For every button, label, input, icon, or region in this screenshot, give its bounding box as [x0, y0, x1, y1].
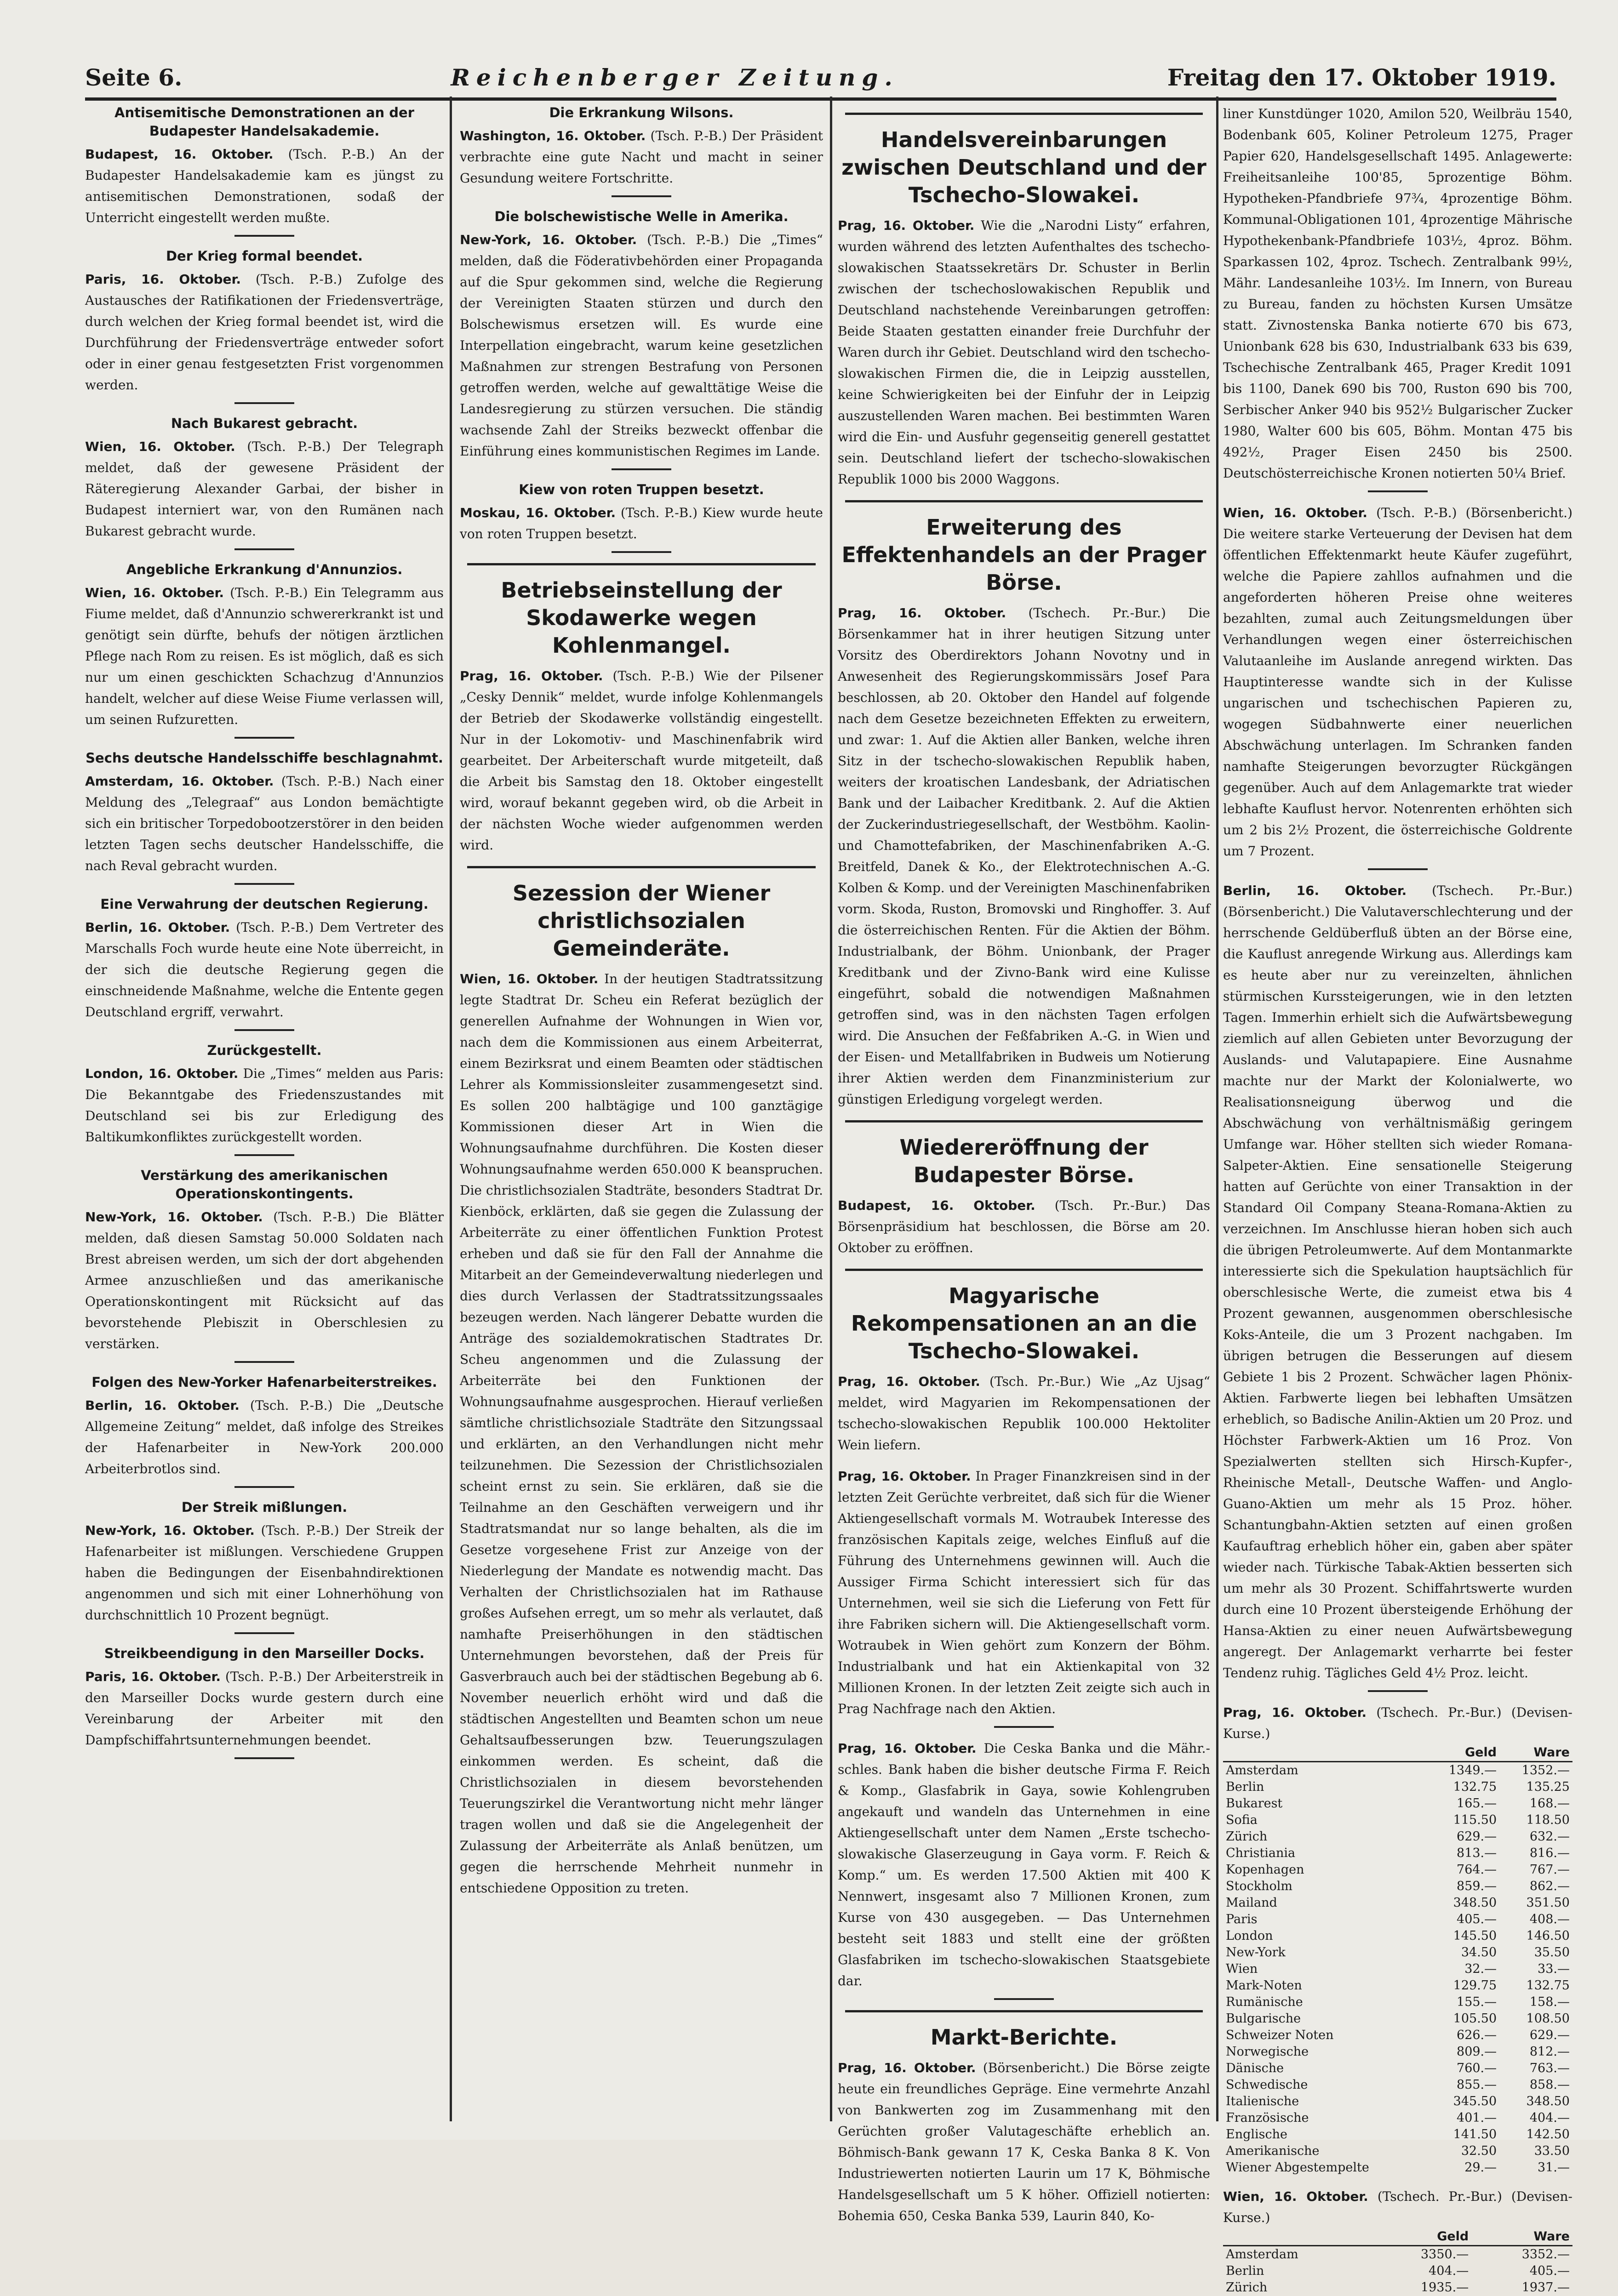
article-headline: Markt-Berichte. [930, 2025, 1118, 2050]
article [1223, 502, 1572, 870]
rate-geld: 760.— [1457, 2061, 1497, 2075]
section-rule [467, 866, 816, 868]
column-rule [450, 97, 452, 2121]
article [460, 563, 823, 856]
table-row [1223, 1961, 1572, 1977]
rate-ware: 348.50 [1526, 2094, 1570, 2108]
table-row [1223, 2143, 1572, 2159]
rate-geld: 809.— [1457, 2045, 1497, 2059]
masthead [85, 59, 1556, 101]
article-headline: Die bolschewistische Welle in Amerika. [494, 209, 789, 224]
table-row [1223, 2060, 1572, 2077]
article-dateline: Amsterdam, 16. Oktober. [85, 774, 274, 789]
article-dateline: Budapest, 16. Oktober. [85, 147, 274, 162]
article-headline: Wiedereröffnung der Budapester Börse. [899, 1135, 1149, 1187]
article-body: (Tsch. P.-B.) Die „Deutsche Allgemeine Zeitung“ meldet, daß infolge des Streikes der Hafenarbeiter in New-York 200.000 Arbeiterbrotlos sind. [85, 1398, 444, 1476]
article [838, 1120, 1210, 1259]
table-row [1223, 2110, 1572, 2126]
column-rule [1216, 97, 1218, 2121]
currency-name: Französische [1226, 2111, 1309, 2125]
article-dateline: Prag, 16. Oktober. [838, 218, 975, 233]
rate-geld: 145.50 [1453, 1929, 1497, 1943]
article-body-paragraph [838, 1195, 1210, 1259]
article-body-paragraph [460, 502, 823, 545]
table-subtitle: (Tschech. Pr.-Bur.) (Devisen-Kurse.) [1223, 1705, 1572, 1741]
article-dateline: Prag, 16. Oktober. [1223, 1705, 1367, 1720]
article-separator [234, 1154, 294, 1156]
article-headline: Verstärkung des amerikanischen Operationskontingents. [141, 1168, 388, 1202]
article-body-paragraph [85, 582, 444, 730]
currency-name: New-York [1226, 1945, 1286, 1960]
currency-name: Amsterdam [1223, 2246, 1371, 2263]
article-body-paragraph [460, 229, 823, 462]
article-dateline: New-York, 16. Oktober. [85, 1209, 263, 1225]
article-dateline: New-York, 16. Oktober. [85, 1523, 255, 1538]
rate-ware: 3352.— [1471, 2246, 1572, 2263]
article-body-paragraph [85, 771, 444, 877]
table-row [1223, 2246, 1572, 2263]
article-dateline: Washington, 16. Oktober. [460, 128, 646, 143]
article-headline: Der Streik mißlungen. [181, 1499, 348, 1515]
table-row [1223, 1895, 1572, 1911]
article-dateline: Wien, 16. Oktober. [85, 439, 235, 454]
table-subtitle: (Tschech. Pr.-Bur.) (Devisen-Kurse.) [1223, 2189, 1572, 2225]
article-body: (Tsch. P.-B.) Der Arbeiterstreik in den Marseiller Docks wurde gestern durch eine Vereinbarung der Arbeiter mit den Dampfschiffahrtsunternehmungen beendet. [85, 1669, 444, 1748]
article-body: (Tsch. P.-B.) Ein Telegramm aus Fiume meldet, daß d'Annunzio schwererkrankt ist und genötigt sein dürfte, behufs der nötigen ärztlichen Pflege nach Rom zu reisen. Es ist möglich, daß es sich nur um einen geschickten Schachzug d'Annunzios handelt, welcher auf diese Weise Fiume verlassen will, um seinen Rufzuretten. [85, 585, 444, 727]
article-dateline: Prag, 16. Oktober. [460, 668, 603, 684]
article [85, 247, 444, 404]
article [838, 1269, 1210, 1456]
article-separator [234, 1486, 294, 1488]
table-row [1223, 1878, 1572, 1895]
rate-geld: 32.— [1464, 1962, 1497, 1976]
article-body-paragraph [85, 269, 444, 396]
article-headline: Die Erkrankung Wilsons. [549, 105, 734, 120]
article-dateline: Prag, 16. Oktober. [838, 1469, 971, 1484]
column-header-geld: Geld [1465, 1745, 1497, 1760]
rate-geld: 165.— [1457, 1796, 1497, 1811]
article-body-paragraph [85, 1520, 444, 1626]
article-body: liner Kunstdünger 1020, Amilon 520, Weilbräu 1540, Bodenbank 605, Koliner Petroleum 1275, Prager Papier 620, Handelsgesellschaft 1495. Anlagewerte: Freiheitsanleihe 100'85, 5prozentige Böhm. Hypotheken-Pfandbriefe 97¾, 4prozentige Böhm. Kommunal-Obligationen 101, 4prozentige Mährische Hypothekenbank-Pfandbriefe 103½, 4proz. Böhm. Sparkassen 102, 4proz. Tschech. Zentralbank 99½, Mähr. Landesanleihe 103½. Im Innern, von Bureau zu Bureau, fanden zu höchsten Kursen Umsätze statt. Zivnostenska Banka notierte 670 bis 673, Unionbank 628 bis 630, Industrialbank 633 bis 639, Tschechische Zentralbank 465, Prager Kredit 1091 bis 1100, Danek 690 bis 700, Ruston 690 bis 700, Serbischer Anker 940 bis 952½ Bulgarischer Zucker 1980, Walter 600 bis 605, Böhm. Montan 475 bis 492½, Prager Eisen 2450 bis 2500. Deutschösterreichische Kronen notierten 50¼ Brief. [1223, 106, 1572, 481]
rate-geld: 1349.— [1426, 1762, 1499, 1779]
article-body: In Prager Finanzkreisen sind in der letzten Zeit Gerüchte verbreitet, daß sich für die Wiener Aktiengesellschaft vormals M. Wotraubek Interesse des französischen Kapitals zeige, welches Einfluß auf die Führung des Unternehmens gewinnen will. Auch die Aussiger Firma Schicht interessiert sich für das Unternehmen, weil sie sich die Lieferung von Fett für ihre Fabriken sichern will. Die Aktiengesellschaft vorm. Wotraubek in Wien gehört zum Konzern der Böhm. Industrialbank und hat ein Aktienkapital von 32 Millionen Kronen. In der letzten Zeit zeigte sich auch in Prag Nachfrage nach den Aktien. [838, 1469, 1210, 1716]
rate-ware: 816.— [1529, 1846, 1570, 1860]
rate-geld: 404.— [1429, 2264, 1469, 2278]
column-1 [85, 103, 444, 2112]
rate-ware: 118.50 [1526, 1813, 1570, 1827]
table-row [1223, 1944, 1572, 1961]
currency-name: Berlin [1226, 2264, 1264, 2278]
column-header-ware: Ware [1533, 2229, 1570, 2244]
article-separator [612, 195, 671, 197]
article-dateline: Paris, 16. Oktober. [85, 272, 241, 287]
article-body-paragraph [460, 125, 823, 189]
article-headline: Folgen des New-Yorker Hafenarbeiterstreikes. [91, 1374, 437, 1390]
wien-exchange-rates [1223, 2186, 1572, 2296]
rate-geld: 859.— [1457, 1879, 1497, 1893]
rate-geld: 32.50 [1461, 2144, 1497, 2158]
table-row [1223, 1911, 1572, 1928]
article-body: (Tsch. P.-B.) An der Budapester Handelsakademie kam es jüngst zu antisemitischen Demonstrationen, sodaß der Unterricht eingestellt werden mußte. [85, 147, 444, 225]
table-row [1223, 2011, 1572, 2027]
rate-ware: 1352.— [1499, 1762, 1572, 1779]
article-body: (Tsch. P.-B.) Die Blätter melden, daß diesen Samstag 50.000 Soldaten nach Brest abreisen werden, um sich der dort abgehenden Armee anzuschließen und das amerikanische Operationskontingent mit Rücksicht auf das bevorstehende Plebiszit in Oberschlesien zu verstärken. [85, 1209, 444, 1351]
article-headline: Betriebseinstellung der Skodawerke wegen Kohlenmangel. [501, 578, 782, 658]
rate-geld: 1935.— [1420, 2280, 1469, 2295]
table-row [1223, 1862, 1572, 1878]
rate-geld: 34.50 [1461, 1945, 1497, 1960]
article-dateline: London, 16. Oktober. [85, 1066, 239, 1081]
rate-geld: 629.— [1457, 1829, 1497, 1844]
newspaper-title: Reichenberger Zeitung. [451, 64, 899, 91]
article-headline: Streikbeendigung in den Marseiller Docks. [104, 1646, 425, 1661]
currency-name: Mark-Noten [1226, 1978, 1302, 1993]
article-separator [234, 883, 294, 885]
article-dateline: Berlin, 16. Oktober. [85, 1398, 240, 1413]
rate-geld: 345.50 [1453, 2094, 1497, 2108]
rate-ware: 862.— [1529, 1879, 1570, 1893]
table-row [1223, 2279, 1572, 2296]
issue-date: Freitag den 17. Oktober 1919. [1167, 64, 1556, 91]
table-row [1223, 1977, 1572, 1994]
currency-name: Bukarest [1226, 1796, 1283, 1811]
article-body: (Tsch. Pr.-Bur.) Das Börsenpräsidium hat beschlossen, die Börse am 20. Oktober zu eröffnen. [838, 1198, 1210, 1255]
article-separator [1368, 490, 1428, 492]
rate-geld: 813.— [1457, 1846, 1497, 1860]
article-dateline: New-York, 16. Oktober. [460, 232, 637, 247]
currency-name: Rumänische [1226, 1995, 1303, 2009]
article-separator [234, 548, 294, 550]
rate-geld: 626.— [1457, 2028, 1497, 2042]
article-body: (Tsch. P.-B.) (Börsenbericht.) Die weitere starke Verteuerung der Devisen hat dem öffentlichen Effektenmarkt heute Käufer zugeführt, welche die Papiere zahllos aufnahmen und die angeforderten höheren Preise ohne weiteres bezahlten, zumal auch Zeitungsmeldungen über Verhandlungen wegen einer österreichischen Valutaanleihe im Auslande anregend wirkten. Das Hauptinteresse wandte sich in der Kulisse ungarischen und tschechischen Papieren zu, wogegen Südbahnwerte einer neuerlichen Abschwächung unterlagen. Im Schranken fanden namhafte Steigerungen bevorzugter Rückgängen gegenüber. Auch auf dem Anlagemarkte trat wieder lebhafte Kauflust hervor. Notenrenten erhöhten sich um 2 bis 2½ Prozent, die österreichische Goldrente um 7 Prozent. [1223, 505, 1572, 859]
currency-name: Wien [1226, 1962, 1258, 1976]
article [85, 1644, 444, 1759]
section-rule [845, 500, 1203, 502]
column-4 [1223, 103, 1572, 2295]
page-number: Seite 6. [85, 64, 183, 91]
table-row [1223, 1994, 1572, 2011]
article-body-paragraph [838, 2057, 1210, 2227]
article-separator [994, 1998, 1054, 2000]
article-separator [234, 1757, 294, 1759]
article-separator [234, 402, 294, 404]
article [838, 500, 1210, 1110]
article-body-paragraph [838, 1738, 1210, 1992]
rates-table [1223, 1744, 1572, 2176]
rate-ware: 1937.— [1521, 2280, 1570, 2295]
table-row [1223, 1928, 1572, 1944]
article-separator [612, 468, 671, 470]
article-body-paragraph [1223, 880, 1572, 1684]
article-body-paragraph [85, 1666, 444, 1751]
article [1223, 103, 1572, 492]
currency-name: Sofia [1226, 1813, 1258, 1827]
article-body-paragraph [838, 1371, 1210, 1456]
article-body-paragraph [85, 436, 444, 542]
column-header-geld: Geld [1437, 2229, 1469, 2244]
rate-ware: 35.50 [1534, 1945, 1570, 1960]
article-body: In der heutigen Stadtratssitzung legte Stadtrat Dr. Scheu ein Referat bezüglich der generellen Aufnahme der Wohnungen in Wien vor, nach dem die Kommissionen aus einem Arbeiterrat, einem Bezirksrat und einem Beamten oder städtischen Lehrer als Kommissionsleiter zusammengesetzt sind. Es sollen 200 halbtägige und 100 ganztägige Kommissionen dieser Art in Wien die Wohnungsaufnahme durchführen. Die Kosten dieser Wohnungsaufnahme werden 650.000 K beanspruchen. Die christlichsozialen Stadträte, besonders Stadtrat Dr. Kienböck, erklärten, daß sie gegen die Zulassung der Arbeiterräte zu einer öffentlichen Funktion Protest erheben und daß sie für den Fall der Annahme die Mitarbeit an der Gemeindeverwaltung niederlegen und dies durch Verlassen der Stadtratssitzungssaales bezeugen werden. Nach längerer Debatte wurden die Anträge des sozialdemokratischen Stadtrates Dr. Scheu angenommen und die Zulassung der Arbeiterräte bei den Funktionen der Wohnungsaufnahme ausgesprochen. Hierauf verließen sämtliche christlichsoziale Stadträte den Sitzungssaal und erklärten, an den Verhandlungen nicht mehr teilzunehmen. Die Sezession der Christlichsozialen scheint ernst zu sein. Sie erklären, daß sie die Teilnahme an den Geschäften verweigern und ihr Stadtratsmandat nur so lange behalten, als die im Gesetze vorgesehene Frist zur Anzeige von der Niederlegung der Mandate es notwendig macht. Das Verhalten der Christlichsozialen hat im Rathause großes Aufsehen erregt, um so mehr als verlautet, daß namhafte Preiserhöhungen in den städtischen Unternehmungen bevorstehen, daß der Preis für Gasverbrauch auch bei der städtischen Begebung ab 6. November neuerlich erhöht wird und daß die städtischen Angestellten und Beamten schon um neue Gehaltsaufbesserungen bzw. Teuerungszulagen einkommen werden. Es scheint, daß die Christlichsozialen in diesem bevorstehenden Teuerungszirkel die Verantwortung nicht mehr länger tragen wollen und daß sie die Angelegenheit der Zulassung der Arbeiterräte als Anlaß benützen, um gegen die herrschende Mehrheit nunmehr in entschiedene Opposition zu treten. [460, 971, 823, 1896]
currency-name: Norwegische [1226, 2045, 1309, 2059]
article-dateline: Berlin, 16. Oktober. [85, 920, 230, 935]
article-body: (Tsch. P.-B.) Zufolge des Austausches der Ratifikationen der Friedensverträge, durch welchen der Krieg formal beendet ist, wird die Durchführung der Friedensverträge entweder sofort oder in einer genau festgesetzten Frist vorgenommen werden. [85, 272, 444, 393]
table-row [1223, 2044, 1572, 2060]
article [85, 1041, 444, 1156]
column-header-ware: Ware [1533, 1745, 1570, 1760]
article [460, 207, 823, 470]
article-body-paragraph [1223, 502, 1572, 862]
article-dateline: Budapest, 16. Oktober. [838, 1198, 1035, 1213]
prag-exchange-rates [1223, 1702, 1572, 2176]
table-row [1223, 2126, 1572, 2143]
rate-ware: 108.50 [1526, 2011, 1570, 2026]
article-body-paragraph [1223, 103, 1572, 484]
article-dateline: Paris, 16. Oktober. [85, 1669, 221, 1684]
currency-name: Italienische [1226, 2094, 1299, 2108]
article-separator [234, 1361, 294, 1363]
article-dateline: Prag, 16. Oktober. [838, 605, 1006, 621]
currency-name: London [1226, 1929, 1273, 1943]
section-rule [845, 1269, 1203, 1271]
article-body-paragraph [838, 215, 1210, 490]
currency-name: Amerikanische [1226, 2144, 1320, 2158]
table-row [1223, 1779, 1572, 1795]
article-body-paragraph [85, 917, 444, 1023]
article [838, 113, 1210, 490]
rate-ware: 404.— [1529, 2111, 1570, 2125]
article-dateline: Prag, 16. Oktober. [838, 1741, 977, 1756]
article-dateline: Wien, 16. Oktober. [1223, 2189, 1368, 2204]
article-headline: Erweiterung des Effektenhandels an der Prager Börse. [841, 515, 1206, 595]
table-row [1223, 1845, 1572, 1862]
article-body-paragraph [85, 144, 444, 228]
rate-geld: 129.75 [1453, 1978, 1497, 1993]
article-separator [1368, 868, 1428, 870]
article [85, 103, 444, 237]
rate-ware: 31.— [1538, 2160, 1570, 2175]
section-rule [845, 2010, 1203, 2012]
rate-ware: 763.— [1529, 2061, 1570, 2075]
table-row [1223, 2077, 1572, 2093]
rate-geld: 401.— [1457, 2111, 1497, 2125]
rate-geld: 855.— [1457, 2078, 1497, 2092]
currency-name: Paris [1226, 1912, 1258, 1926]
currency-name: Bulgarische [1226, 2011, 1301, 2026]
rates-table [1223, 2228, 1572, 2296]
article-headline: Der Krieg formal beendet. [166, 248, 363, 264]
table-row [1223, 1812, 1572, 1829]
article-headline: Kiew von roten Truppen besetzt. [519, 482, 764, 497]
table-row [1223, 1762, 1572, 1779]
currency-name: Zürich [1226, 2280, 1268, 2295]
section-rule [845, 1120, 1203, 1122]
article-separator [234, 1632, 294, 1634]
section-rule [467, 563, 816, 565]
currency-name: Amsterdam [1223, 1762, 1426, 1779]
article-dateline: Wien, 16. Oktober. [1223, 505, 1367, 520]
article-headline: Sezession der Wiener christlichsozialen Gemeinderäte. [512, 881, 771, 961]
rate-ware: 146.50 [1526, 1929, 1570, 1943]
table-row [1223, 1829, 1572, 1845]
article [85, 560, 444, 739]
rate-geld: 405.— [1457, 1912, 1497, 1926]
article-headline: Angebliche Erkrankung d'Annunzios. [126, 562, 403, 577]
rate-geld: 3350.— [1371, 2246, 1472, 2263]
article-dateline: Wien, 16. Oktober. [460, 971, 599, 986]
rate-ware: 405.— [1529, 2264, 1570, 2278]
table-row [1223, 2027, 1572, 2044]
article-body: Wie die „Narodni Listy“ erfahren, wurden während des letzten Aufenthaltes des tschecho-slowakischen Staatssekretärs Dr. Schuster in Berlin zwischen der tschechoslowakischen Republik und Deutschland nachstehende Vereinbarungen getroffen: Beide Staaten gestatten einander freie Durchfuhr der Waren durch ihr Gebiet. Deutschland wird den tschecho-slowakischen Firmen die, die in Leipzig ausstellen, keine Schwierigkeiten bei der Einfuhr der in Leipzig auszustellenden Waren machen. Bei bestimmten Waren wird die Ein- und Ausfuhr gegenseitig generell gestattet sein. Deutschland liefert der tschecho-slowakischen Republik 1000 bis 2000 Waggons. [838, 218, 1210, 487]
rate-ware: 858.— [1529, 2078, 1570, 2092]
article [85, 414, 444, 550]
article-body-paragraph [85, 1063, 444, 1148]
currency-name: Dänische [1226, 2061, 1284, 2075]
article [85, 1166, 444, 1363]
table-row [1223, 2093, 1572, 2110]
rate-ware: 132.75 [1526, 1978, 1570, 1993]
article-body: (Tschech. Pr.-Bur.) Die Börsenkammer hat in ihrer heutigen Sitzung unter Vorsitz des Oberdirektors Johann Novotny und in Anwesenheit des Regierungskommissärs Josef Para beschlossen, ab 20. Oktober den Handel auf folgende nach dem Gesetze bezeichneten Effekten zu erweitern, und zwar: 1. Auf die Aktien aller Banken, welche ihren Sitz in der tschecho-slowakischen Republik haben, weiters der kroatischen Landesbank, der Adriatischen Bank und der Laibacher Kreditbank. 2. Auf die Aktien der Zuckerindustriegesellschaft, der Westböhm. Kaolin- und Chamottefabriken, der Maschinenfabriken A.-G. Breitfeld, Danek & Ko., der Elektrotechnischen A.-G. Kolben & Komp. und der Vereinigten Maschinenfabriken vorm. Skoda, Ruston, Bromovski und Ringhoffer. 3. Auf die österreichischen Renten. Für die Aktien der Böhm. Industrialbank, der Böhm. Unionbank, der Prager Kreditbank und der Zivno-Bank wird eine Kulisse eingeführt, sobald die notwendigen Maßnahmen getroffen sind, was in den nächsten Tagen erfolgen wird. Die Ansuchen der Feßfabriken A.-G. in Wien und der Eisen- und Metallfabriken in Budweis um Notierung ihrer Aktien werden dem Finanzministerium zur günstigen Erledigung vorgelegt werden. [838, 605, 1211, 1107]
article-body-paragraph [838, 603, 1210, 1110]
article-body-paragraph [460, 969, 823, 1899]
column-2 [460, 103, 823, 2112]
currency-name: Schweizer Noten [1226, 2028, 1334, 2042]
article-body: (Tsch. P.-B.) Wie der Pilsener „Cesky Dennik“ meldet, wurde infolge Kohlenmangels der Betrieb der Skodawerke vollständig eingestellt. Nur in der Lokomotiv- und Maschinenfabrik wird gearbeitet. Der Arbeiterschaft wurde mitgeteilt, daß die Arbeit bis Samstag den 18. Oktober eingestellt wird, worauf bekannt gegeben wird, ob die Arbeit in der nächsten Woche wieder aufgenommen werden wird. [460, 668, 823, 853]
rate-geld: 29.— [1464, 2160, 1497, 2175]
article-dateline: Moskau, 16. Oktober. [460, 505, 616, 520]
table-row [1223, 1795, 1572, 1812]
section-rule [845, 113, 1203, 115]
column-rule [830, 97, 832, 2121]
rate-geld: 105.50 [1453, 2011, 1497, 2026]
rate-geld: 132.75 [1453, 1780, 1497, 1794]
article-body: (Tsch. Pr.-Bur.) Wie „Az Ujsag“ meldet, wird Magyarien im Rekompensationen der tschecho-slowakischen Republik 100.000 Hektoliter Wein liefern. [838, 1374, 1210, 1453]
article [85, 749, 444, 885]
rate-ware: 142.50 [1526, 2127, 1570, 2142]
currency-name: Schwedische [1226, 2078, 1308, 2092]
rate-ware: 33.50 [1534, 2144, 1570, 2158]
article-dateline: Prag, 16. Oktober. [838, 2060, 976, 2075]
article-body: Die „Times“ melden aus Paris: Die Bekanntgabe des Friedenszustandes mit Deutschland sei bis zur Erledigung des Baltikumkonfliktes zurückgestellt worden. [85, 1066, 444, 1145]
currency-name: Zürich [1226, 1829, 1268, 1844]
article-body: (Tsch. P.-B.) Dem Vertreter des Marschalls Foch wurde heute eine Note überreicht, in der sich die deutsche Regierung gegen die einschneidende Maßnahme, welche die Entente gegen Deutschland ergriff, verwahrt. [85, 920, 444, 1020]
article-headline: Zurückgestellt. [207, 1043, 322, 1058]
article [85, 895, 444, 1031]
rate-geld: 764.— [1457, 1863, 1497, 1877]
article-body-paragraph [460, 666, 823, 856]
rate-ware: 767.— [1529, 1863, 1570, 1877]
rate-ware: 135.25 [1526, 1780, 1570, 1794]
rate-ware: 629.— [1529, 2028, 1570, 2042]
article-body: (Tsch. P.-B.) Die „Times“ melden, daß die Föderativbehörden einer Propaganda auf die Spur gekommen sind, welche die Regierung der Vereinigten Staaten stürzen und durch den Bolschewismus ersetzen will. Es wurde eine Interpellation eingebracht, warum keine gesetzlichen Maßnahmen zur strengen Bestrafung von Personen getroffen werden, welche auf gewalttätige Weise die Landesregierung zu stürzen versuchen. Die ständig wachsende Zahl der Streiks bezweckt offenbar die Einführung eines kommunistischen Regimes im Lande. [460, 232, 823, 459]
article-body: (Tsch. P.-B.) Nach einer Meldung des „Telegraaf“ aus London bemächtigte sich ein britischer Torpedobootzerstörer in den beiden letzten Tagen sechs deutscher Handelsschiffe, die nach Reval gebracht wurden. [85, 774, 444, 873]
currency-name: Christiania [1226, 1846, 1296, 1860]
article-body: (Tsch. P.-B.) Der Streik der Hafenarbeiter ist mißlungen. Verschiedene Gruppen haben die Bedingungen der Eisenbahndirektionen angenommen und sich mit einer Lohnerhöhung von durchschnittlich 10 Prozent begnügt. [85, 1523, 444, 1623]
article [85, 1498, 444, 1634]
rate-ware: 168.— [1529, 1796, 1570, 1811]
rate-geld: 155.— [1457, 1995, 1497, 2009]
rate-ware: 812.— [1529, 2045, 1570, 2059]
article-separator [234, 235, 294, 237]
article-headline: Sechs deutsche Handelsschiffe beschlagnahmt. [86, 750, 443, 766]
article-body: (Tsch. P.-B.) Kiew wurde heute von roten Truppen besetzt. [460, 505, 823, 541]
article-dateline: Wien, 16. Oktober. [85, 585, 224, 600]
article-body-paragraph [838, 1466, 1210, 1720]
article-body: (Tsch. P.-B.) Der Telegraph meldet, daß der gewesene Präsident der Räteregierung Alexander Garbai, der bisher in Budapest interniert war, von den Rumänen nach Bukarest gebracht wurde. [85, 439, 444, 539]
article-body: (Tschech. Pr.-Bur.) (Börsenbericht.) Die Valutaverschlechterung und der herrschende Geldüberfluß übten an der Börse eine, die Kauflust anregende Wirkung aus. Allerdings kam es heute aber nur zu vereinzelten, ähnlichen stürmischen Kurssteigerungen, wie in den letzten Tagen. Immerhin erhielt sich die Aufwärtsbewegung ziemlich auf allen Gebieten unter Bevorzugung der Auslands- und Valutapapiere. Eine Ausnahme machte nur der Markt der Kolonialwerte, wo Realisationsneigung überwog und die Abschwächung von verhältnismäßig geringem Umfange war. Höher stellten sich wieder Romana-Salpeter-Aktien. Eine sensationelle Steigerung hatten auf Gerüchte von einer Transaktion in der Standard Oil Company Steana-Romana-Aktien zu verzeichnen. Im Anschlusse hieran hoben sich auch die übrigen Petroleumwerte. Auf dem Montanmarkte interessierte sich die Spekulation hauptsächlich für oberschlesische Werte, die zumeist etwa bis 4 Prozent gewannen, ausgenommen oberschlesische Koks-Anteile, die um 3 Prozent nachgaben. Im übrigen betrugen die Besserungen auf diesem Gebiete 1 bis 2 Prozent. Schwächer lagen Phönix-Aktien. Farbwerte liegen bei lebhaften Umsätzen erheblich, so Badische Anilin-Aktien um 20 Proz. und Höchster Farbwerk-Aktien um 16 Proz. Von Spezialwerten stellten sich Hirsch-Kupfer-, Rheinische Metall-, Deutsche Waffen- und Anglo-Guano-Aktien um mehr als 15 Proz. höher. Schantungbahn-Aktien setzten auf einen großen Kaufauftrag erheblich höher ein, gaben aber später wieder nach. Türkische Tabak-Aktien besserten sich um mehr als 30 Prozent. Schiffahrtswerte wurden durch eine 10 Prozent übersteigende Erhöhung der Hansa-Aktien zu einer neuen Aufwärtsbewegung angeregt. Der Anlagemarkt verharrte bei fester Tendenz ruhig. Tägliches Geld 4½ Proz. leicht. [1223, 883, 1572, 1681]
rate-geld: 141.50 [1453, 2127, 1497, 2142]
article [838, 2010, 1210, 2227]
article-separator [1368, 1690, 1428, 1692]
column-3 [838, 103, 1211, 2223]
article-body-paragraph [85, 1207, 444, 1355]
currency-name: Mailand [1226, 1896, 1277, 1910]
currency-name: Kopenhagen [1226, 1863, 1304, 1877]
article-headline: Nach Bukarest gebracht. [171, 416, 358, 431]
currency-name: Englische [1226, 2127, 1287, 2142]
article-headline: Antisemitische Demonstrationen an der Budapester Handelsakademie. [114, 105, 414, 139]
rate-ware: 632.— [1529, 1829, 1570, 1844]
article-body: Die Ceska Banka und die Mähr.-schles. Bank haben die bisher deutsche Firma F. Reich & Komp., Glasfabrik in Gaya, sowie Kohlengruben angekauft und wandeln das Unternehmen in eine Aktiengesellschaft unter dem Namen „Erste tschecho-slowakische Glaserzeugung in Gaya vorm. F. Reich & Komp.“ um. Es werden 17.500 Aktien mit 400 K Nennwert, insgesamt also 7 Millionen Kronen, zum Kurse von 430 ausgegeben. — Das Unternehmen besteht seit 1883 und stellt eine der größten Glasfabriken im tschecho-slowakischen Staatsgebiete dar. [838, 1741, 1211, 1988]
article-body: (Börsenbericht.) Die Börse zeigte heute ein freundliches Gepräge. Eine vermehrte Anzahl von Bankwerten zog im Zusammenhang mit den Gerüchten großer Valutageschäfte erheblich an. Böhmisch-Bank gewann 17 K, Ceska Banka 8 K. Von Industriewerten notierten Laurin um 17 K, Böhmische Handelsgesellschaft um 5 K höher. Offiziell notierten: Bohemia 650, Ceska Banka 539, Laurin 840, Ko- [838, 2060, 1210, 2223]
article [460, 480, 823, 553]
rate-geld: 348.50 [1453, 1896, 1497, 1910]
article-dateline: Prag, 16. Oktober. [838, 1374, 980, 1389]
table-row [1223, 2263, 1572, 2279]
rate-ware: 33.— [1538, 1962, 1570, 1976]
rate-ware: 408.— [1529, 1912, 1570, 1926]
article-separator [994, 1726, 1054, 1728]
article-separator [612, 551, 671, 553]
article [838, 1738, 1210, 2000]
article [1223, 880, 1572, 1692]
article-body-paragraph [85, 1395, 444, 1480]
article [85, 1373, 444, 1488]
article-separator [234, 737, 294, 739]
article-headline: Magyarische Rekompensationen an an die Tschecho-Slowakei. [851, 1283, 1197, 1363]
rate-ware: 158.— [1529, 1995, 1570, 2009]
rate-geld: 115.50 [1453, 1813, 1497, 1827]
article-headline: Handelsvereinbarungen zwischen Deutschland und der Tschecho-Slowakei. [841, 127, 1206, 207]
article-dateline: Berlin, 16. Oktober. [1223, 883, 1407, 898]
column-4-articles [1223, 103, 1572, 1692]
article-body: (Tsch. P.-B.) Der Präsident verbrachte eine gute Nacht und macht in seiner Gesundung weitere Fortschritte. [460, 128, 823, 186]
rate-ware: 351.50 [1526, 1896, 1570, 1910]
article [460, 103, 823, 197]
article-headline: Eine Verwahrung der deutschen Regierung. [100, 896, 429, 912]
currency-name: Stockholm [1226, 1879, 1292, 1893]
table-row [1223, 2159, 1572, 2176]
article-separator [234, 1029, 294, 1031]
currency-name: Berlin [1226, 1780, 1264, 1794]
currency-name: Wiener Abgestempelte [1226, 2160, 1369, 2175]
article [838, 1466, 1210, 1728]
article [460, 866, 823, 1899]
